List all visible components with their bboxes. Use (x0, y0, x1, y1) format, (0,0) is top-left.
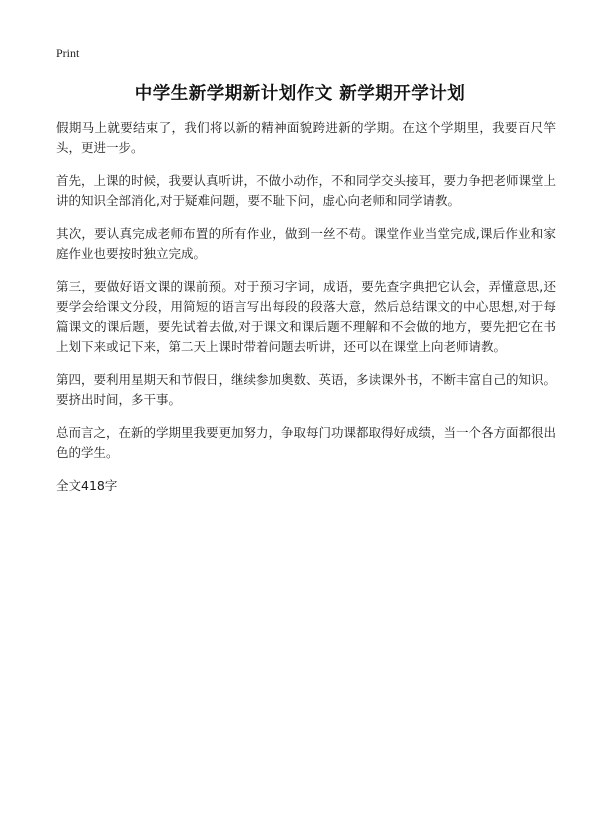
article-body (56, 118, 556, 496)
paragraph-6: 总而言之，在新的学期里我要更加努力，争取每门功课都取得好成绩，当一个各方面都很出色的学生。 (56, 425, 557, 460)
paragraph-5: 第四，要利用星期天和节假日，继续参加奥数、英语，多读课外书，不断丰富自己的知识。要挤出时间，多干事。 (56, 372, 557, 407)
print-link[interactable]: Print (56, 46, 80, 60)
paragraph-2: 首先，上课的时候，我要认真听讲，不做小动作，不和同学交头接耳，要力争把老师课堂上讲的知识全部消化,对于疑难问题，要不耻下问，虚心向老师和同学请教。 (56, 173, 557, 208)
paragraph-4: 第三，要做好语文课的课前预。对于预习字词，成语，要先查字典把它认会，弄懂意思,还要学会给课文分段，用简短的语言写出每段的段落大意，然后总结课文的中心思想,对于每篇课文的课后题，要先试着去做,对于课文和课后题不理解和不会做的地方，要先把它在书上划下来或记下来，第二天上课时带着问题去听讲，还可以在课堂上向老师请教。 (56, 279, 556, 354)
page-title: 中学生新学期新计划作文 新学期开学计划 (134, 84, 466, 104)
paragraph-1: 假期马上就要结束了，我们将以新的精神面貌跨进新的学期。在这个学期里，我要百尺竿头，更进一步。 (56, 120, 556, 155)
word-count: 全文418字 (56, 478, 118, 493)
paragraph-3: 其次，要认真完成老师布置的所有作业，做到一丝不苟。课堂作业当堂完成,课后作业和家庭作业也要按时独立完成。 (56, 226, 556, 261)
